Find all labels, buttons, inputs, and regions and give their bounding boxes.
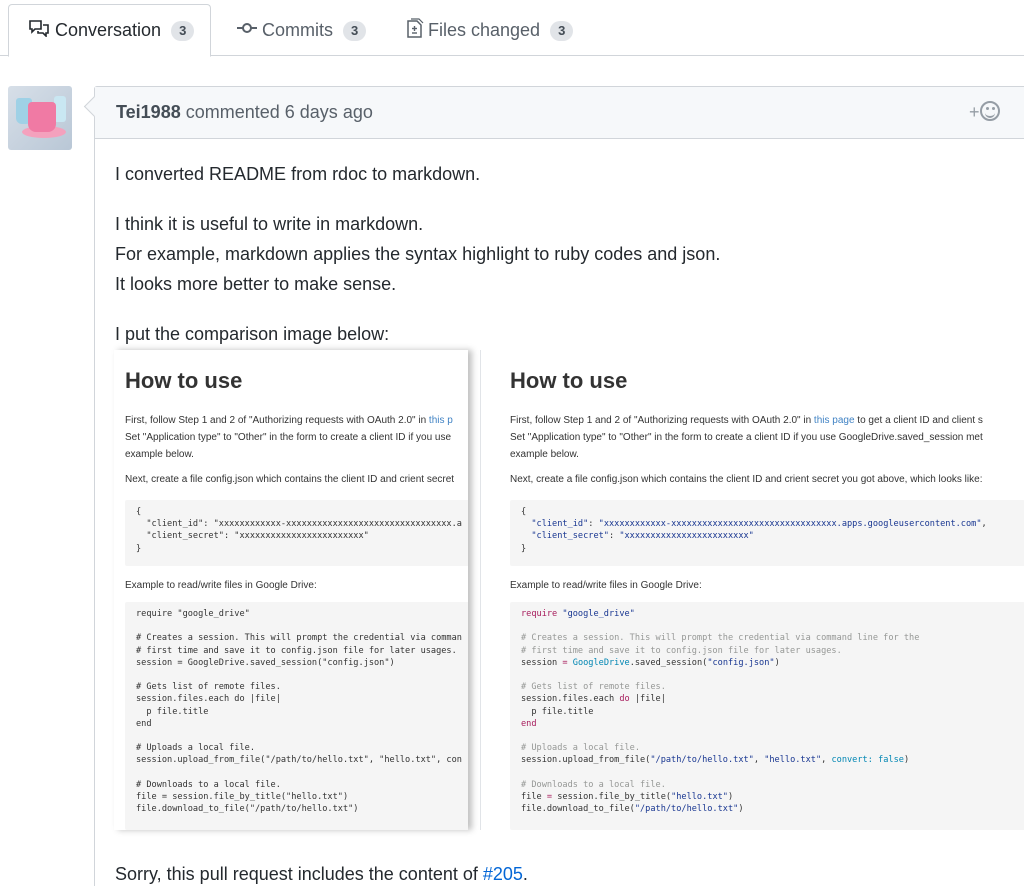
comment-paragraph: I think it is useful to write in markdown. <box>115 214 424 234</box>
tab-commits[interactable] <box>236 4 366 57</box>
tab-counter: 3 <box>171 21 194 41</box>
tab-files-changed[interactable] <box>406 4 573 57</box>
comment-paragraph: I put the comparison image below: <box>115 324 390 344</box>
comment-paragraph: Sorry, this pull request includes the content of #205. <box>115 864 528 884</box>
commit-icon <box>236 19 258 42</box>
json-code-block: { "client_id": "xxxxxxxxxxxx-xxxxxxxxxxxxxxxxxxxxxxxxxxxxxxxx.a "client_secret": "xxxxxxxxxxxxxxxxxxxxxxxx" } <box>125 500 468 566</box>
json-code-block: { "client_id": "xxxxxxxxxxxx-xxxxxxxxxxxxxxxxxxxxxxxxxxxxxxxx.apps.googleusercontent.com", "client_secret": "xxxxxxxxxxxxxxxxxxxxxxxx" } <box>510 500 1024 566</box>
screenshot-text: First, follow Step 1 and 2 of "Authorizing requests with OAuth 2.0" in this page to get a client ID and client s <box>510 415 983 426</box>
issue-link[interactable]: #205 <box>482 864 523 884</box>
comparison-image-rdoc[interactable] <box>114 350 468 830</box>
tab-label: Commits <box>262 20 333 40</box>
screenshot-text: example below. <box>510 449 579 460</box>
screenshot-text: Next, create a file config.json which contains the client ID and crient secret <box>125 474 455 485</box>
smiley-icon <box>980 101 1000 121</box>
screenshot-text: Example to read/write files in Google Drive: <box>510 580 702 591</box>
file-diff-icon <box>406 18 424 43</box>
ruby-code-block: require "google_drive" # Creates a session. This will prompt the credential via comman # first time and save it to config.json file for later usages. session = GoogleDrive.saved_session("config.json") # Gets list of remote files. session.files.each do |file| p file.title end # Uploads a local file. session.upload_from_file("/path/to/hello.txt", "hello.txt", con # Downloads to a local file. file = session.file_by_title("hello.txt") file.download_to_file("/path/to/hello.txt") <box>125 602 468 830</box>
comment-meta[interactable]: commented 6 days ago <box>185 102 373 122</box>
tab-counter: 3 <box>550 21 573 41</box>
avatar[interactable] <box>8 86 72 150</box>
plus-label: + <box>969 102 980 122</box>
tab-label: Conversation <box>55 20 162 40</box>
tab-conversation[interactable] <box>8 4 211 57</box>
ruby-code-block: require "google_drive" # Creates a session. This will prompt the credential via command line for the # first time and save it to config.json file for later usages. session = GoogleDrive.saved_session("config.json") # Gets list of remote files. session.files.each do |file| p file.title end # Uploads a local file. session.upload_from_file("/path/to/hello.txt", "hello.txt", convert: false) # Downloads to a local file. file = session.file_by_title("hello.txt") file.download_to_file("/path/to/hello.txt") <box>510 602 1024 830</box>
screenshot-text: Next, create a file config.json which contains the client ID and crient secret you got above, which looks like: <box>510 474 983 485</box>
tab-counter: 3 <box>343 21 366 41</box>
comment-author[interactable]: Tei1988 <box>116 102 181 122</box>
screenshot-text: Set "Application type" to "Other" in the form to create a client ID if you use GoogleDrive.saved_session met <box>510 432 983 443</box>
tab-label: Files changed <box>428 20 541 40</box>
comparison-image-markdown[interactable] <box>498 350 1024 830</box>
screenshot-text: Example to read/write files in Google Drive: <box>125 580 317 591</box>
add-reaction-button[interactable] <box>969 101 1000 123</box>
screenshot-text: First, follow Step 1 and 2 of "Authorizing requests with OAuth 2.0" in this p <box>125 415 453 426</box>
comment-header <box>95 87 1024 139</box>
conversation-icon <box>27 19 51 42</box>
image-divider <box>480 350 481 830</box>
comment-paragraph: I converted README from rdoc to markdown. <box>115 164 481 184</box>
comment-paragraph: For example, markdown applies the syntax highlight to ruby codes and json. <box>115 244 721 264</box>
screenshot-text: example below. <box>125 449 194 460</box>
pr-tabs <box>0 0 1024 56</box>
screenshot-heading: How to use <box>510 368 628 393</box>
screenshot-heading: How to use <box>125 368 243 393</box>
screenshot-text: Set "Application type" to "Other" in the form to create a client ID if you use <box>125 432 452 443</box>
comment-paragraph: It looks more better to make sense. <box>115 274 397 294</box>
